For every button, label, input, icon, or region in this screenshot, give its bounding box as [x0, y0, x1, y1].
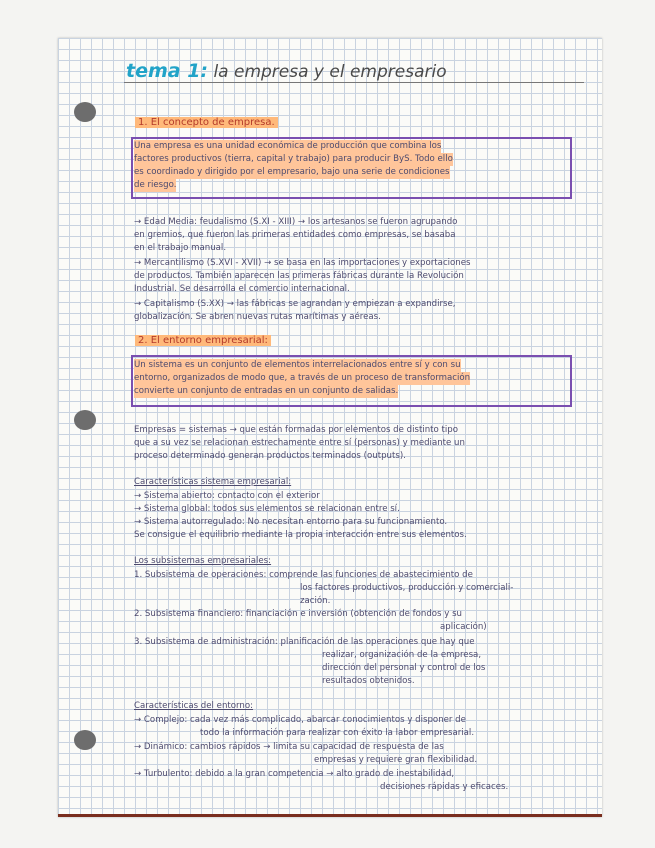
subsystem-item: 1. Subsistema de operaciones: comprende las funciones de abastecimiento de [134, 570, 473, 580]
subsystem-item: 3. Subsistema de administración: planificación de las operaciones que hay que [134, 637, 475, 647]
box-line: convierte un conjunto de entradas en un conjunto de salidas. [134, 386, 399, 396]
box-line: factores productivos (tierra, capital y trabajo) para producir ByS. Todo ello [134, 154, 453, 164]
note-line: → Mercantilismo (S.XVI - XVII) → se basa en las importaciones y exportaciones [134, 258, 471, 268]
title-underline [124, 82, 584, 83]
characteristic-item: → Sistema abierto: contacto con el exterior [134, 491, 320, 501]
binder-hole [74, 102, 96, 122]
subsystem-item: realizar, organización de la empresa, [322, 650, 482, 660]
binder-hole [74, 730, 96, 750]
box-line: es coordinado y dirigido por el empresario, bajo una serie de condiciones [134, 167, 450, 177]
note-line: en el trabajo manual. [134, 243, 227, 253]
characteristic-item: Se consigue el equilibrio mediante la propia interacción entre sus elementos. [134, 530, 467, 540]
note-line: → Edad Media: feudalismo (S.XI - XIII) → los artesanos se fueron agrupando [134, 217, 458, 227]
subsystem-item: dirección del personal y control de los [322, 663, 486, 673]
note-line: → Capitalismo (S.XX) → las fábricas se agrandan y empiezan a expandirse, [134, 299, 456, 309]
section-1-heading: 1. El concepto de empresa. [135, 117, 278, 128]
environment-item: → Turbulento: debido a la gran competencia → alto grado de inestabilidad, [134, 769, 455, 779]
characteristic-item: → Sistema autorregulado: No necesitan entorno para su funcionamiento. [134, 517, 448, 527]
section-2-heading: 2. El entorno empresarial: [135, 335, 271, 346]
box-line: entorno, organizados de modo que, a través de un proceso de transformación [134, 373, 471, 383]
subsystem-item: 2. Subsistema financiero: financiación e inversión (obtención de fondos y su [134, 609, 463, 619]
box-line: de riesgo. [134, 180, 177, 190]
environment-item: → Dinámico: cambios rápidos → limita su capacidad de respuesta de las [134, 742, 444, 752]
characteristics-heading: Características sistema empresarial: [134, 477, 292, 487]
note-line: en gremios, que fueron las primeras entidades como empresas, se basaba [134, 230, 456, 240]
environment-item: todo la información para realizar con éxito la labor empresarial. [200, 728, 475, 738]
environment-item: → Complejo: cada vez más complicado, abarcar conocimientos y disponer de [134, 715, 466, 725]
subsystem-item: los factores productivos, producción y comerciali- [300, 583, 514, 593]
characteristic-item: → Sistema global: todos sus elementos se relacionan entre sí. [134, 504, 400, 514]
note-line: Empresas = sistemas → que están formadas por elementos de distinto tipo [134, 425, 458, 435]
environment-item: decisiones rápidas y eficaces. [380, 782, 509, 792]
page-title [126, 60, 447, 82]
note-line: que a su vez se relacionan estrechamente entre sí (personas) y mediante un [134, 438, 465, 448]
note-line: de productos. También aparecen las primeras fábricas durante la Revolución [134, 271, 464, 281]
box-line: Un sistema es un conjunto de elementos interrelacionados entre sí y con su [134, 360, 461, 370]
environment-item: empresas y requiere gran flexibilidad. [314, 755, 478, 765]
subsystem-item: aplicación) [440, 622, 487, 632]
subsystem-item: zación. [300, 596, 331, 606]
title-text: la empresa y el empresario [213, 62, 447, 82]
title-prefix: tema 1: [126, 60, 209, 82]
subsystem-item: resultados obtenidos. [322, 676, 415, 686]
note-line: globalización. Se abren nuevas rutas marítimas y aéreas. [134, 312, 381, 322]
note-line: proceso determinado generan productos terminados (outputs). [134, 451, 406, 461]
subsystems-heading: Los subsistemas empresariales: [134, 556, 272, 566]
binder-hole [74, 410, 96, 430]
box-line: Una empresa es una unidad económica de producción que combina los [134, 141, 442, 151]
note-line: Industrial. Se desarrolla el comercio internacional. [134, 284, 350, 294]
environment-heading: Características del entorno: [134, 701, 254, 711]
